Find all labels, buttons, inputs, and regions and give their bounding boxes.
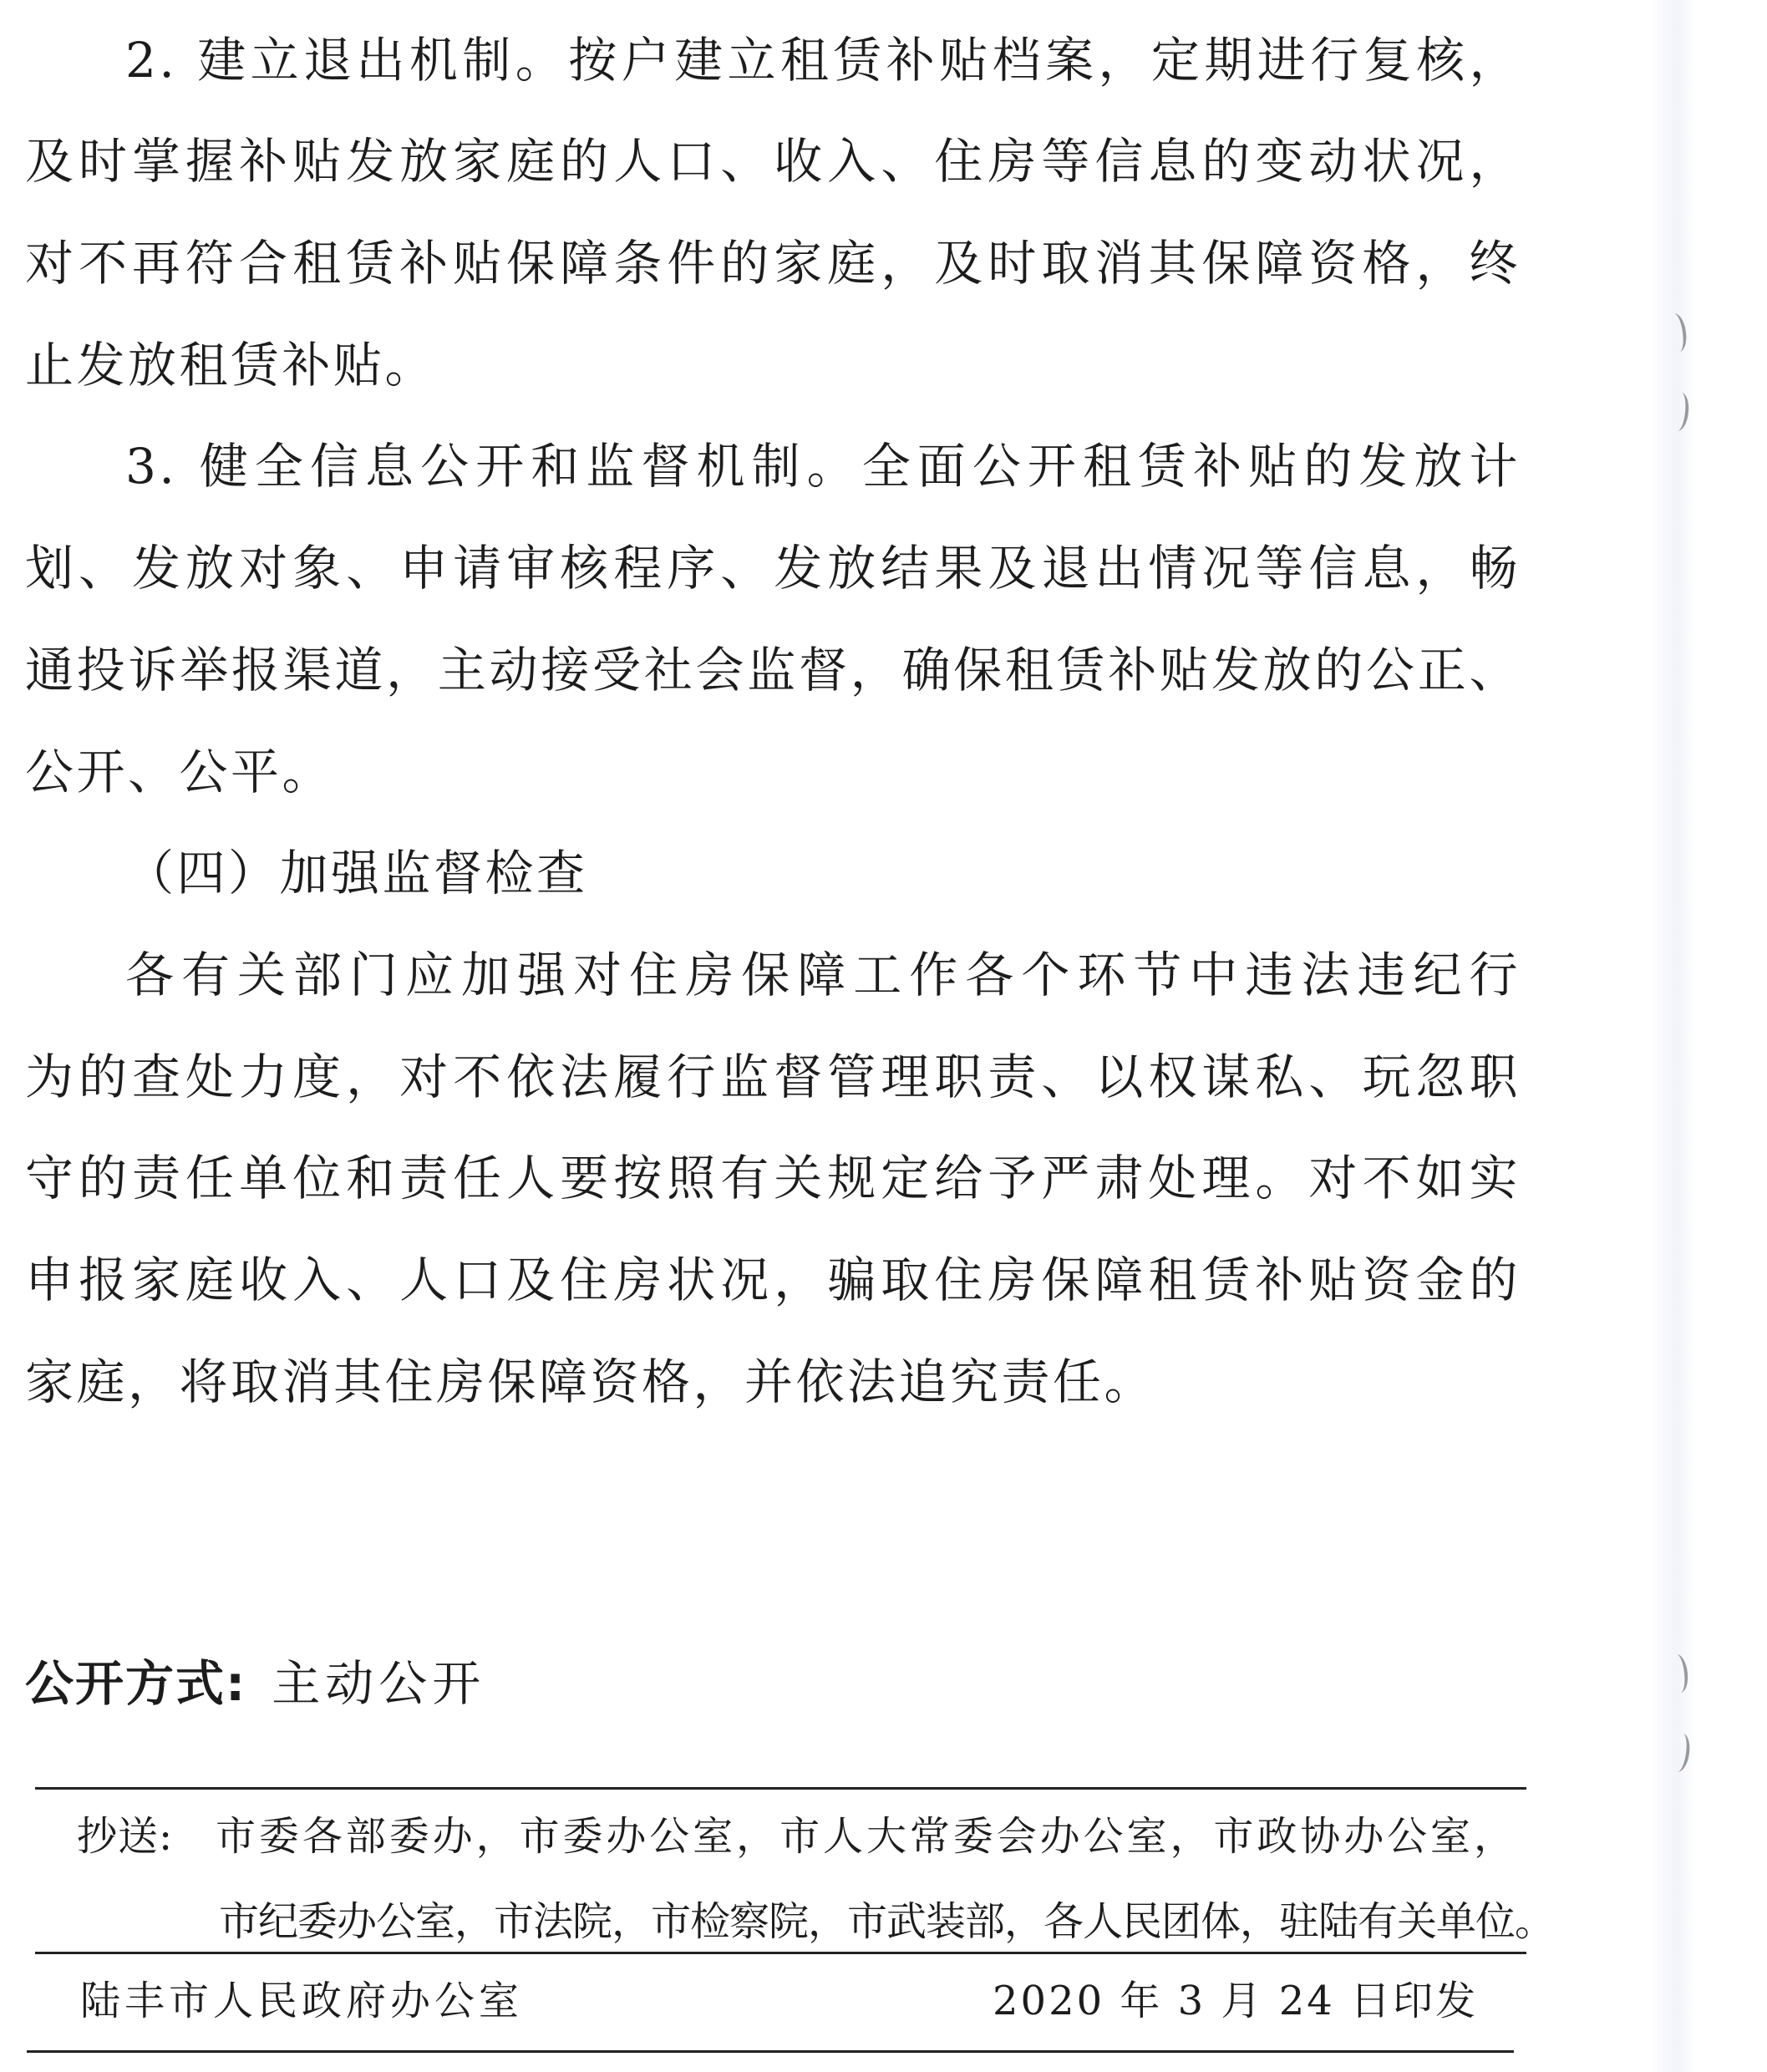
paragraph-line: 止发放租赁补贴。 [25, 337, 437, 394]
paragraph-line: 各有关部门应加强对住房保障工作各个环节中违法违纪行 [125, 947, 1521, 1003]
paragraph-line: 申报家庭收入、人口及住房状况，骗取住房保障租赁补贴资金的 [25, 1252, 1521, 1308]
footer-rule-top [35, 1787, 1526, 1790]
cc-label: 抄送: [77, 1813, 174, 1860]
section-heading: （四）加强监督检查 [125, 845, 588, 901]
paragraph-line: 3. 健全信息公开和监督机制。全面公开租赁补贴的发放计 [125, 438, 1521, 495]
issue-date: 2020 年 3 月 24 日印发 [993, 1978, 1479, 2024]
cc-recipients-line: 市委各部委办，市委办公室，市人大常委会办公室，市政协办公室， [216, 1813, 1515, 1860]
paragraph-line: 公开、公平。 [25, 744, 334, 800]
paragraph-line: 守的责任单位和责任人要按照有关规定给予严肃处理。对不如实 [25, 1150, 1521, 1206]
paragraph-line: 为的查处力度，对不依法履行监督管理职责、以权谋私、玩忽职 [25, 1049, 1521, 1105]
paragraph-line: 对不再符合租赁补贴保障条件的家庭，及时取消其保障资格，终 [25, 235, 1521, 292]
cc-recipients-line: 市纪委办公室，市法院，市检察院，市武装部，各人民团体，驻陆有关单位。 [219, 1898, 1555, 1945]
disclosure-value: 主动公开 [272, 1655, 486, 1712]
paragraph-line: 家庭，将取消其住房保障资格，并依法追究责任。 [25, 1353, 1156, 1410]
issuing-office: 陆丰市人民政府办公室 [80, 1978, 524, 2024]
paragraph-line: 及时掌握补贴发放家庭的人口、收入、住房等信息的变动状况， [25, 133, 1521, 190]
paragraph-line: 划、发放对象、申请审核程序、发放结果及退出情况等信息，畅 [25, 540, 1521, 597]
paragraph-line: 通投诉举报渠道，主动接受社会监督，确保租赁补贴发放的公正、 [25, 642, 1521, 698]
disclosure-method [25, 1650, 485, 1717]
footer-rule-middle [35, 1952, 1526, 1954]
paragraph-line: 2. 建立退出机制。按户建立租赁补贴档案，定期进行复核， [125, 32, 1521, 89]
disclosure-label: 公开方式: [25, 1655, 247, 1712]
footer-rule-bottom [27, 2050, 1514, 2053]
